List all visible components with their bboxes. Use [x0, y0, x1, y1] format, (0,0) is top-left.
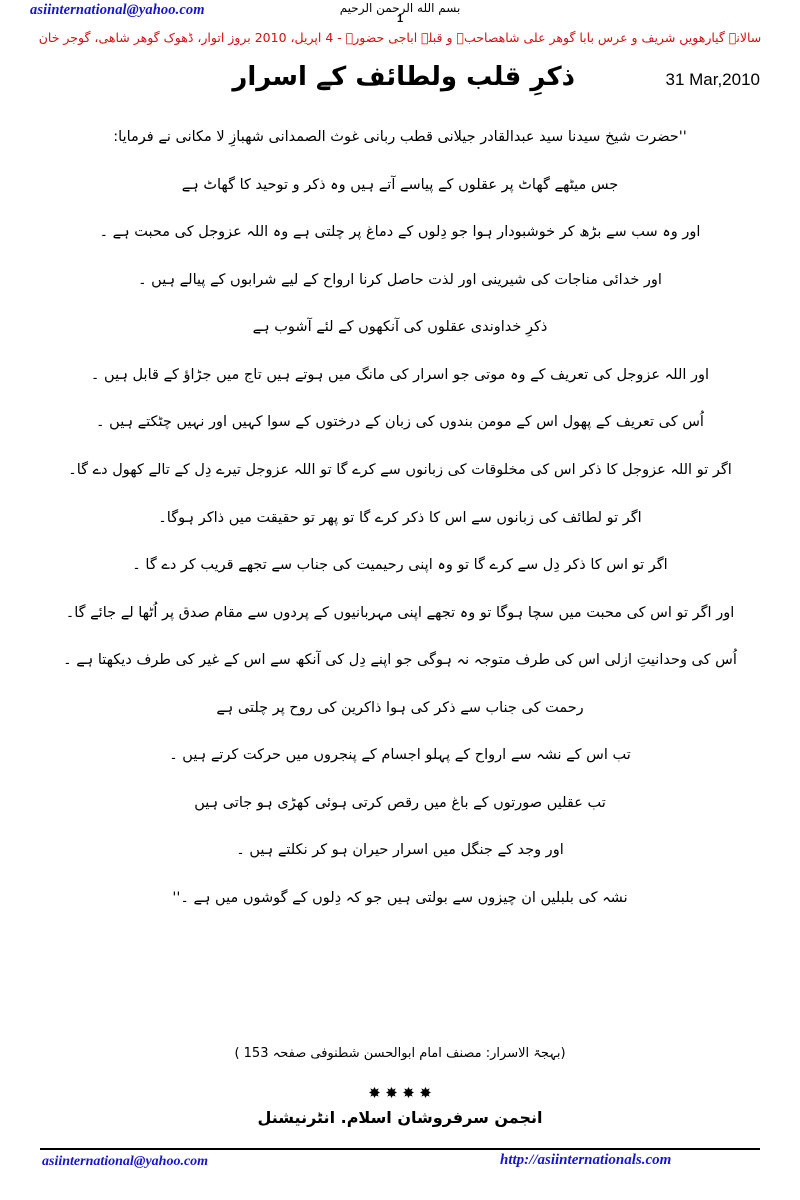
- body-line: اُس کی وحدانیتِ ازلی اس کی طرف متوجہ نہ ہوگی جو اپنے دِل کی آنکھ سے اس کے غیر کی طرف دیکھتا ہے ۔: [63, 652, 737, 669]
- body-line: اور اللہ عزوجل کی تعریف کے وہ موتی جو اسرار کی مانگ میں ہوتے ہیں تاج میں جڑاؤ کے قابل ہیں ۔: [90, 366, 710, 383]
- star-ornament-icon: [386, 1087, 397, 1098]
- body-line: اور وہ سب سے بڑھ کر خوشبودار ہوا جو دِلوں کے دماغ پر چلتی ہے وہ اللہ عزوجل کی محبت ہے ۔: [99, 224, 701, 241]
- body-line: اور اگر تو اس کی محبت میں سچا ہوگا تو وہ تجھے اپنی مہربانیوں کے پردوں سے مقام صدق پر اُٹھا لے جائے گا۔: [65, 604, 735, 621]
- source-citation: (بہجۃ الاسرار: مصنف امام ابوالحسن شطنوفی صفحہ 153 ): [234, 1046, 566, 1061]
- body-line: نشہ کی بلبلیں ان چیزوں سے بولتی ہیں جو کہ دِلوں کے گوشوں میں ہے ۔'': [172, 890, 628, 906]
- organization-name: انجمن سرفروشان اسلام. انٹرنیشنل: [257, 1108, 543, 1127]
- body-line: ذکرِ خداوندی عقلوں کی آنکھوں کے لئے آشوب ہے: [252, 319, 548, 336]
- ornament-divider: [0, 1082, 800, 1098]
- page-number: 1: [396, 13, 404, 25]
- body-line: ''حضرت شیخ سیدنا سید عبدالقادر جیلانی قطب ربانی غوث الصمدانی شھبازِ لا مکانی نے فرمایا:: [113, 129, 687, 145]
- bismillah-text: بسم الله الرحمن الرحیم: [339, 1, 461, 15]
- page-title: ذکرِ قلب ولطائف کے اسرار: [232, 62, 575, 92]
- star-ornament-icon: [369, 1087, 380, 1098]
- body-line: اگر تو اللہ عزوجل کا ذکر اس کی مخلوقات کی زبانوں سے کرے گا تو اللہ عزوجل تیرے دِل کے تالے کھول دے گا۔: [68, 461, 732, 478]
- title-row: [0, 62, 800, 110]
- footer-email[interactable]: asiinternational@yahoo.com: [42, 1154, 209, 1169]
- body-line: جس میٹھے گھاٹ پر عقلوں کے پیاسے آتے ہیں وہ ذکر و توحید کا گھاٹ ہے: [181, 176, 619, 193]
- body-line: اور وجد کے جنگل میں اسرار حیران ہو کر نکلتے ہیں ۔: [236, 842, 564, 859]
- header-email: asiinternational@yahoo.com: [30, 2, 205, 18]
- body-line: اگر تو لطائف کی زبانوں سے اس کا ذکر کرے گا تو پھر تو حقیقت میں ذاکر ہوگا۔: [158, 509, 642, 526]
- body-line: رحمت کی جناب سے ذکر کی ہوا ذاکرین کی روح پر چلتی ہے: [216, 699, 584, 716]
- star-ornament-icon: [420, 1087, 431, 1098]
- article-body: [30, 128, 770, 937]
- document-date: 31 Mar,2010: [665, 70, 760, 89]
- body-line: اور خدائی مناجات کی شیرینی اور لذت حاصل کرنا ارواح کے لیے شرابوں کے پیالے ہیں ۔: [138, 271, 662, 288]
- body-line: تب عقلیں صورتوں کے باغ میں رقص کرتی ہوئی کھڑی ہو جاتی ہیں: [194, 794, 606, 811]
- star-ornament-icon: [403, 1087, 414, 1098]
- body-line: اگر تو اس کا ذکر دِل سے کرے گا تو وہ اپنی رحیمیت کی جناب سے تجھے قریب کر دے گا ۔: [132, 557, 668, 574]
- footer-website-url[interactable]: http://asiinternationals.com: [500, 1152, 672, 1168]
- body-line: تب اس کے نشہ سے ارواح کے پہلو اجسام کے پنجروں میں حرکت کرتے ہیں ۔: [169, 747, 631, 764]
- body-line: اُس کی تعریف کے پھول اس کے مومن بندوں کی زبان کے درختوں کے سوا کہیں اور نہیں چٹکتے ہیں ۔: [96, 414, 704, 431]
- footer-divider: [40, 1148, 760, 1150]
- event-announcement-line: سالانہ گیارھویں شریف و عرس بابا گوھر علی شاھصاحبؒ و قبلہ اباجی حضورؒ - 4 اپریل، 2010 بروز اتوار، ڈھوک گوھر شاھی، گوجر خان: [38, 30, 762, 45]
